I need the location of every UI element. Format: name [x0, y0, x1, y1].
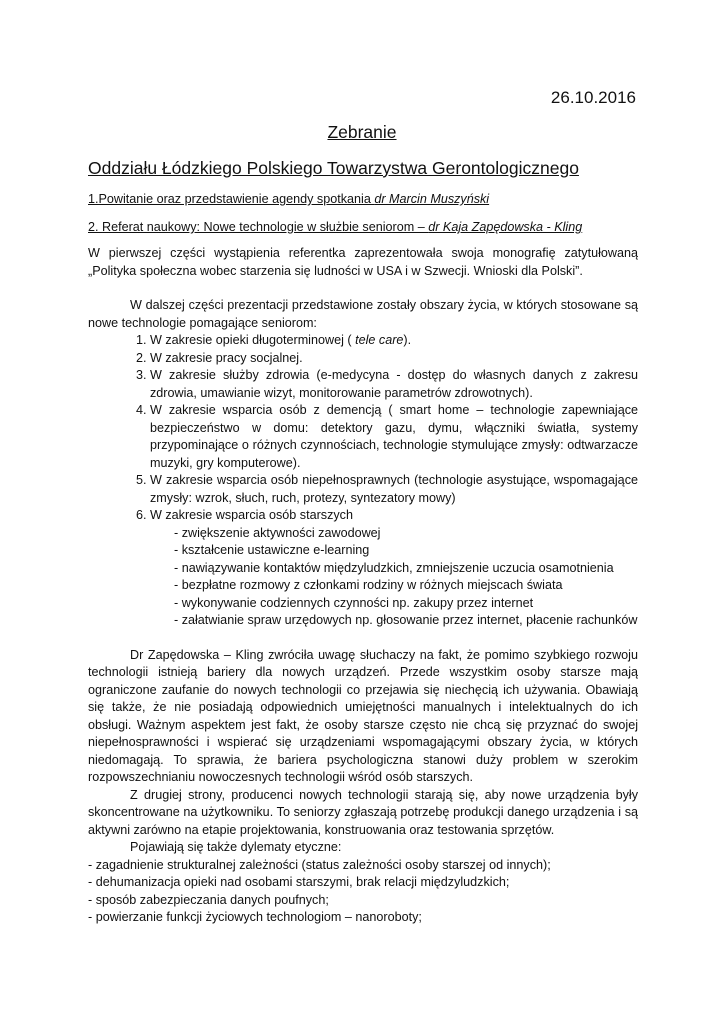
list-item: - kształcenie ustawiczne e-learning	[174, 543, 370, 557]
area-item-3: 3. W zakresie służby zdrowia (e-medycyna - dostęp do własnych danych z zakresu zdrowia, umawianie wizyt, monitorowanie parametrów zdrowotnych).	[150, 367, 638, 402]
barriers-paragraph: Dr Zapędowska – Kling zwróciła uwagę słuchaczy na fakt, że pomimo szybkiego rozwoju technologii istnieją bariery dla nowych urządzeń. Przede wszystkim osoby starsze mają ograniczone zaufanie do nowych technologii co przejawia się niechęcią ich używania. Obawiają się także, że nie posiadają odpowiednich umiejętności manualnych i intelektualnych do ich obsługi. Ważnym aspektem jest fakt, że osoby starsze często nie chcą się przyznać do swojej niepełnosprawności i wspierać się urządzeniami wspomagającymi obszary życia, w których niedomagają. To sprawia, że bariera psychologiczna stanowi duży problem w szerokim rozpowszechnianiu nowoczesnych technologii wśród osób starszych.	[88, 647, 638, 784]
areas-list	[88, 332, 638, 525]
page-subtitle: Oddziału Łódzkiego Polskiego Towarzystwa Gerontologicznego	[88, 158, 579, 178]
dilemmas-intro: Pojawiają się także dylematy etyczne:	[130, 840, 342, 854]
agenda-item-2-person: dr Kaja Zapędowska - Kling	[428, 220, 583, 234]
agenda-item-2	[88, 220, 582, 234]
list-item: - sposób zabezpieczania danych poufnych;	[88, 892, 329, 907]
list-item: - dehumanizacja opieki nad osobami starszymi, brak relacji międzyludzkich;	[88, 875, 510, 889]
list-item: - powierzanie funkcji życiowych technologiom – nanoroboty;	[88, 910, 422, 924]
elderly-support-list	[88, 525, 638, 630]
second-part-paragraph: W dalszej części prezentacji przedstawione zostały obszary życia, w których stosowane są nowe technologie pomagające seniorom:	[88, 298, 638, 330]
agenda-item-1-text: 1.Powitanie oraz przedstawienie agendy spotkania	[88, 192, 375, 206]
page-title: Zebranie	[327, 122, 397, 142]
list-item: - zagadnienie strukturalnej zależności (status zależności osoby starszej od innych);	[88, 857, 551, 872]
list-item: - zwiększenie aktywności zawodowej	[174, 525, 381, 540]
meeting-date: 26.10.2016	[550, 88, 636, 107]
intro-paragraph: W pierwszej części wystąpienia referentka zaprezentowała swoja monografię zatytułowaną „Polityka społeczna wobec starzenia się ludności w USA i w Szwecji. Wnioski dla Polski”.	[88, 246, 638, 278]
area-item-6: 6. W zakresie wsparcia osób starszych	[150, 507, 638, 525]
list-item: - wykonywanie codziennych czynności np. zakupy przez internet	[174, 595, 534, 610]
area-item-2: 2. W zakresie pracy socjalnej.	[150, 350, 638, 368]
agenda-item-1-person: dr Marcin Muszyński	[374, 192, 490, 206]
list-item: - nawiązywanie kontaktów międzyludzkich, zmniejszenie uczucia osamotnienia	[174, 560, 614, 575]
area-item-4: 4. W zakresie wsparcia osób z demencją ( smart home – technologie zapewniające bezpieczeństwo w domu: detektory gazu, dymu, włączniki światła, systemy przypominające o różnych czynnościach, technologie stymulujące zmysły: odtwarzacze muzyki, gry komputerowe).	[150, 402, 638, 472]
list-item: - bezpłatne rozmowy z członkami rodziny w różnych miejscach świata	[174, 578, 563, 592]
producers-paragraph: Z drugiej strony, producenci nowych technologii starają się, aby nowe urządzenia były skoncentrowane na użytkowniku. To seniorzy zgłaszają potrzebę produkcji danego urządzenia i są aktywni zarówno na etapie projektowania, konstruowania oraz testowania sprzętów.	[88, 787, 638, 837]
document-body	[88, 245, 638, 927]
area-item-1-before: W zakresie opieki długoterminowej (	[150, 333, 356, 347]
dilemmas-list	[88, 857, 638, 927]
area-item-5: 5. W zakresie wsparcia osób niepełnosprawnych (technologie asystujące, wspomagające zmysły: wzrok, słuch, ruch, protezy, syntezatory mowy)	[150, 472, 638, 507]
area-item-1	[150, 332, 638, 350]
area-item-1-italic: tele care	[355, 333, 404, 347]
agenda-item-1	[88, 192, 489, 206]
list-item: - załatwianie spraw urzędowych np. głosowanie przez internet, płacenie rachunków	[174, 613, 638, 627]
agenda-item-2-text: 2. Referat naukowy: Nowe technologie w służbie seniorom –	[88, 220, 429, 234]
area-item-1-after: ).	[403, 333, 412, 347]
